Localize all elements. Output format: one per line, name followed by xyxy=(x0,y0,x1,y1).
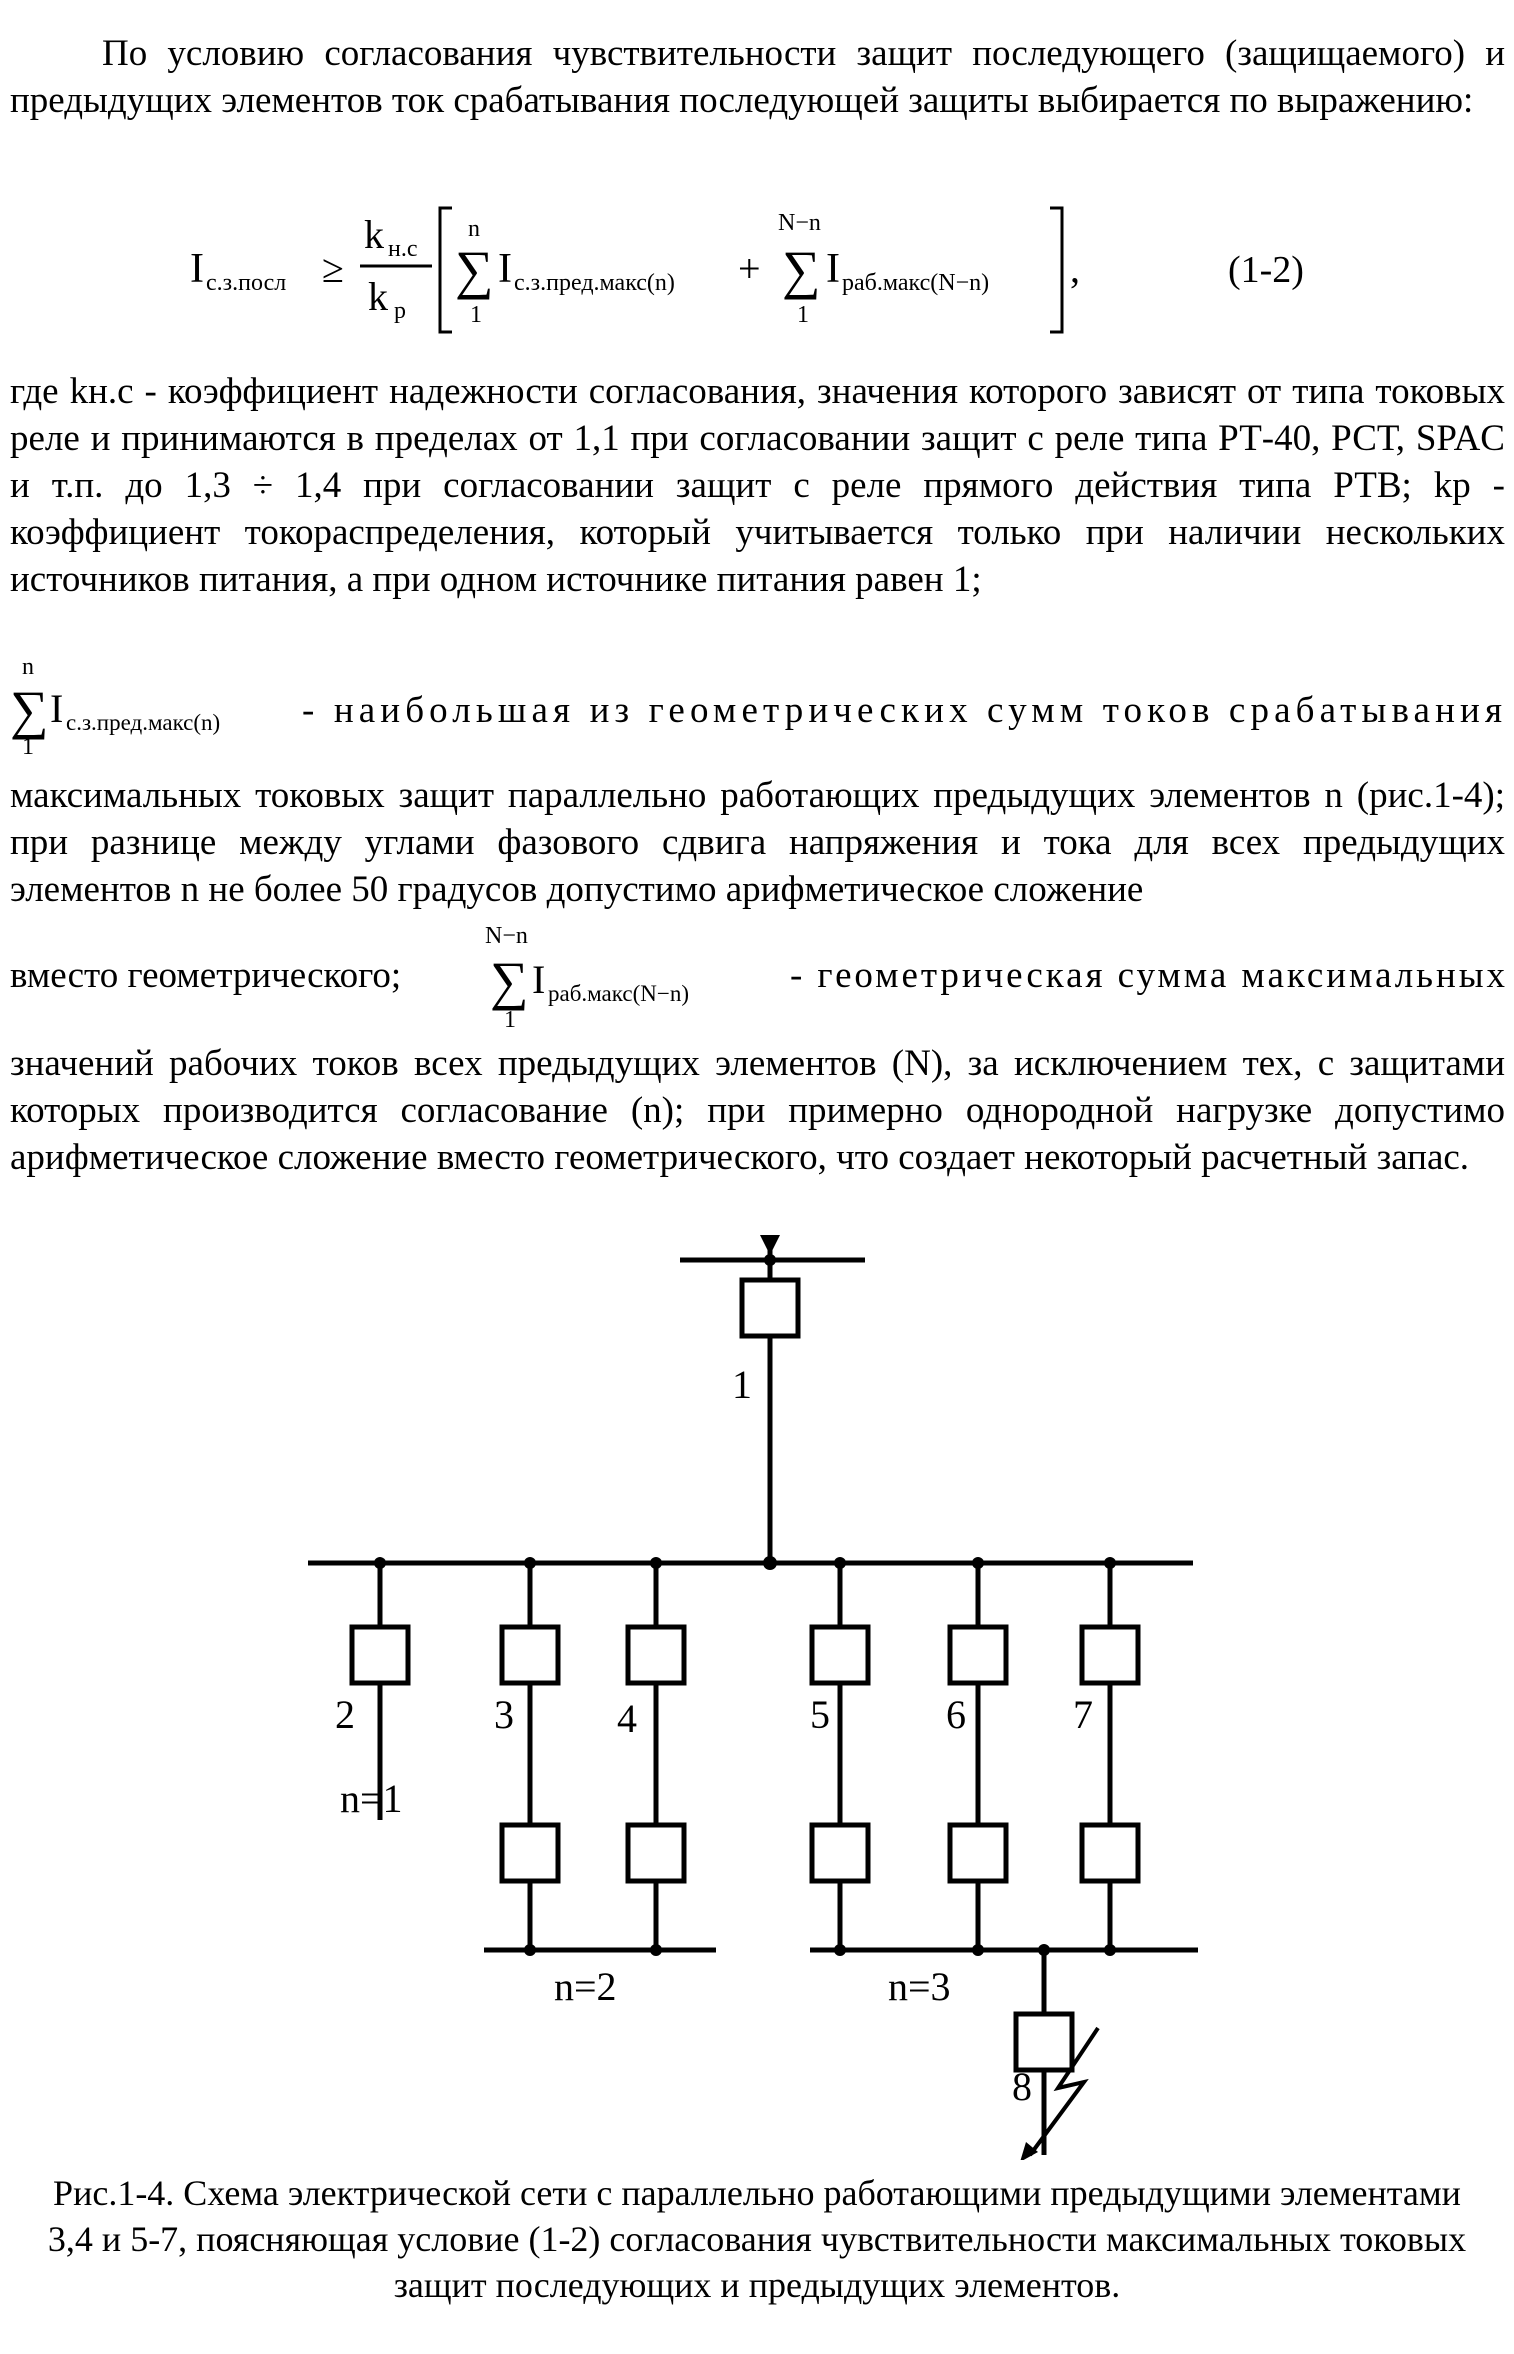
sum1-term: I xyxy=(498,246,512,292)
formula-num-sub: н.с xyxy=(388,236,418,262)
protection-box-6-lower xyxy=(950,1825,1006,1881)
formula-comma: , xyxy=(1070,246,1080,291)
sum1-sigma: ∑ xyxy=(455,240,494,300)
formula-1-2 xyxy=(0,190,1514,360)
sum1-bottom: 1 xyxy=(470,302,482,328)
label-6: 6 xyxy=(946,1692,966,1737)
inline2-sum-top: N−n xyxy=(485,925,528,949)
supply-arrow xyxy=(760,1235,780,1255)
paragraph-intro: По условию согласования чувствительности защит последующего (защищаемого) и предыдущих элементов ток срабатывания последующей защиты выбирается по выражению: xyxy=(10,33,1505,121)
label-3: 3 xyxy=(494,1692,514,1737)
inline1-text: - наибольшая из геометрических сумм токов срабатывания xyxy=(302,690,1502,731)
protection-box-2 xyxy=(352,1627,408,1683)
paragraph-definitions-2: максимальных токовых защит параллельно работающих предыдущих элементов n (рис.1-4); при разнице между углами фазового сдвига напряжения и тока для всех предыдущих элементов n не более 50 градусов допустимо арифметическое сложение xyxy=(10,775,1505,910)
protection-box-7-lower xyxy=(1082,1825,1138,1881)
protection-box-5-lower xyxy=(812,1825,868,1881)
paragraph-remarks: значений рабочих токов всех предыдущих элементов (N), за исключением тех, с защитами которых производится согласование (n); при примерно однородной нагрузке допустимо арифметическое сложение вместо геометрического, что создает некоторый расчетный запас. xyxy=(10,1043,1505,1178)
label-1: 1 xyxy=(732,1362,752,1407)
label-5: 5 xyxy=(810,1692,830,1737)
sum2-top: N−n xyxy=(778,210,821,236)
inline2-sum-bottom: 1 xyxy=(504,1007,516,1033)
right-bracket xyxy=(1050,208,1062,332)
sum1-term-sub: с.з.пред.макс(n) xyxy=(514,270,675,296)
formula-den: k xyxy=(368,274,388,319)
left-bracket xyxy=(440,208,452,332)
inline2-prefix: вместо геометрического; xyxy=(10,955,402,996)
label-8: 8 xyxy=(1012,2064,1032,2109)
protection-box-4-upper xyxy=(628,1627,684,1683)
network-diagram xyxy=(0,1180,1514,2160)
protection-box-4-lower xyxy=(628,1825,684,1881)
inline1-term-sub: с.з.пред.макс(n) xyxy=(66,710,221,735)
label-4: 4 xyxy=(617,1696,637,1741)
label-n1: n=1 xyxy=(340,1776,403,1821)
inline-sum-2 xyxy=(10,925,1505,1035)
label-n3: n=3 xyxy=(888,1964,951,2009)
inline1-term: I xyxy=(50,686,64,731)
protection-box-3-upper xyxy=(502,1627,558,1683)
inline2-sigma: ∑ xyxy=(490,951,529,1011)
sum1-top: n xyxy=(468,216,480,242)
formula-lhs-sub: с.з.посл xyxy=(206,270,287,296)
formula-geq: ≥ xyxy=(322,246,344,291)
formula-num: k xyxy=(364,212,384,257)
formula-lhs: I xyxy=(190,246,204,292)
inline-sum-1 xyxy=(10,650,1505,760)
formula-plus: + xyxy=(738,246,761,291)
inline1-sum-bottom: 1 xyxy=(22,734,34,760)
figure-caption: Рис.1-4. Схема электрической сети с параллельно работающими предыдущими элементами 3,4 и 5-7, поясняющая условие (1-2) согласования чувствительности максимальных токовых защит последующих и предыдущих элементов. xyxy=(47,2173,1467,2305)
inline2-text: - геометрическая сумма максимальных xyxy=(790,955,1505,996)
inline1-sigma: ∑ xyxy=(10,680,49,740)
protection-box-8 xyxy=(1016,2014,1072,2070)
inline2-term: I xyxy=(532,957,546,1002)
label-n2: n=2 xyxy=(554,1964,617,2009)
inline1-sum-top: n xyxy=(22,654,34,680)
protection-box-1 xyxy=(742,1280,798,1336)
formula-den-sub: р xyxy=(394,298,406,324)
formula-number: (1-2) xyxy=(1228,249,1304,291)
protection-box-5-upper xyxy=(812,1627,868,1683)
sum2-term-sub: раб.макс(N−n) xyxy=(842,270,990,296)
sum2-term: I xyxy=(826,246,840,292)
inline2-term-sub: раб.макс(N−n) xyxy=(548,981,689,1006)
paragraph-definitions: где kн.с - коэффициент надежности согласования, значения которого зависят от типа токовых реле и принимаются в пределах от 1,1 при согласовании защит с реле типа РТ-40, РСТ, SPAC и т.п. до 1,3 ÷ 1,4 при согласовании защит с реле прямого действия типа РТВ; kр - коэффициент токораспределения, который учитывается только при наличии нескольких источников питания, а при одном источнике питания равен 1; xyxy=(10,371,1505,600)
protection-box-6-upper xyxy=(950,1627,1006,1683)
protection-box-3-lower xyxy=(502,1825,558,1881)
protection-box-7-upper xyxy=(1082,1627,1138,1683)
label-7: 7 xyxy=(1073,1692,1093,1737)
sum2-sigma: ∑ xyxy=(782,240,821,300)
sum2-bottom: 1 xyxy=(797,302,809,328)
label-2: 2 xyxy=(335,1692,355,1737)
